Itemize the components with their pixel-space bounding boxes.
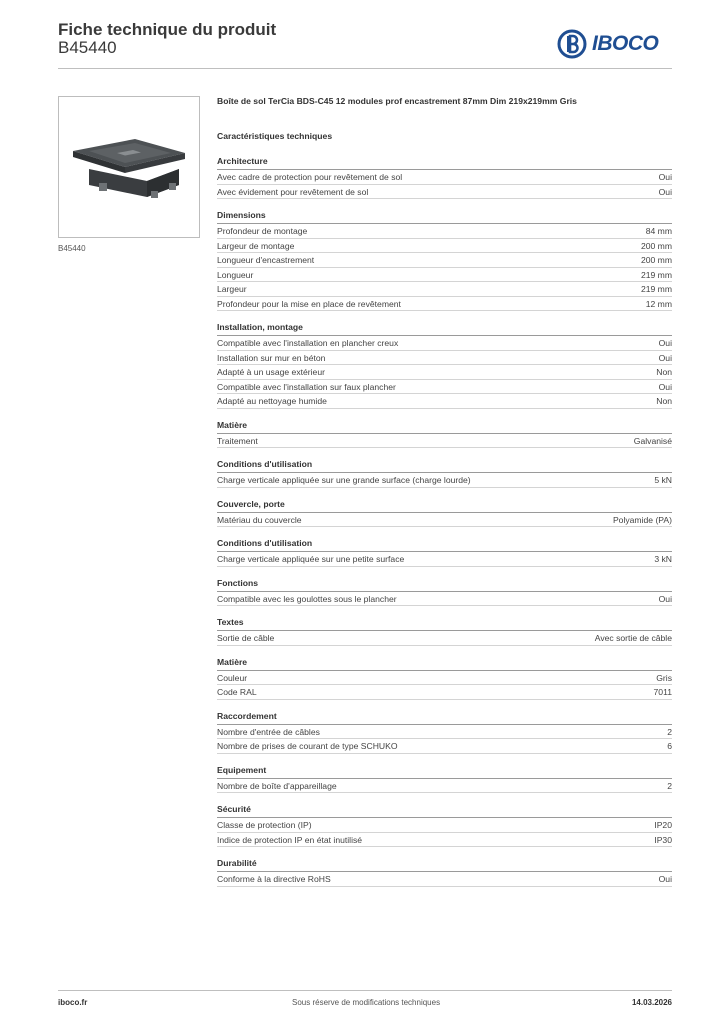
spec-label: Largeur [217,284,247,294]
section-title: Couvercle, porte [217,499,672,513]
spec-value: Avec sortie de câble [594,633,672,643]
section-title: Durabilité [217,858,672,872]
spec-label: Longueur [217,269,254,280]
spec-row [217,224,672,239]
section-title: Equipement [217,765,672,779]
spec-row [217,170,672,185]
spec-label: Largeur de montage [217,240,295,251]
spec-value: Oui [658,593,672,604]
spec-value: 2 [667,780,672,791]
spec-row [217,685,672,700]
spec-value: IP30 [654,834,672,845]
spec-value: 2 [667,726,672,737]
section-title: Dimensions [217,210,672,224]
spec-label: Indice de protection IP en état inutilisé [217,834,363,845]
footer-notice: Sous réserve de modifications techniques [292,998,441,1007]
spec-section [217,459,672,488]
spec-row [217,592,672,607]
spec-row [217,473,672,488]
product-name: Boîte de sol TerCia BDS-C45 12 modules prof encastrement 87mm Dim 219x219mm Gris [217,96,577,106]
section-title: Architecture [217,156,672,170]
spec-row [217,394,672,409]
spec-section [217,538,672,567]
spec-row [217,779,672,794]
spec-section [217,657,672,700]
spec-value: Non [656,367,672,377]
spec-value: Oui [658,874,672,884]
footer-website: iboco.fr [58,998,88,1007]
section-title: Matière [217,420,672,434]
spec-value: Oui [658,338,672,348]
spec-section [217,210,672,311]
spec-label: Compatible avec l'installation en plancher creux [217,338,399,348]
spec-section [217,858,672,887]
spec-content [217,96,672,898]
spec-section [217,711,672,754]
brand-logo [557,28,658,60]
section-title: Raccordement [217,711,672,725]
spec-value: Oui [658,381,672,392]
spec-value: Non [656,396,672,406]
section-title: Conditions d'utilisation [217,459,672,473]
spec-value: 7011 [653,687,672,697]
spec-section [217,617,672,646]
spec-label: Classe de protection (IP) [217,820,312,830]
footer-divider [58,990,672,991]
spec-label: Longueur d'encastrement [217,255,315,265]
spec-value: Oui [658,186,672,197]
page-title: Fiche technique du produit [58,20,277,39]
spec-section [217,420,672,449]
spec-value: 3 kN [654,554,672,564]
spec-row [217,552,672,567]
spec-label: Compatible avec l'installation sur faux plancher [217,381,396,392]
spec-row [217,336,672,351]
spec-row [217,239,672,254]
section-title: Conditions d'utilisation [217,538,672,552]
spec-sections [217,156,672,887]
spec-label: Conforme à la directive RoHS [217,874,331,884]
spec-row [217,671,672,686]
spec-value: Gris [656,672,672,683]
spec-row [217,268,672,283]
spec-value: 5 kN [654,475,672,485]
spec-row [217,631,672,646]
spec-row [217,297,672,312]
spec-value: Oui [658,352,672,363]
spec-label: Adapté à un usage extérieur [217,367,325,377]
spec-section [217,765,672,794]
section-title: Fonctions [217,578,672,592]
section-title: Installation, montage [217,322,672,336]
section-title: Textes [217,617,672,631]
spec-section [217,499,672,528]
spec-label: Avec cadre de protection pour revêtement de sol [217,172,403,182]
spec-row [217,351,672,366]
spec-value: Galvanisé [633,435,672,446]
iboco-logo-icon [557,29,587,59]
spec-label: Charge verticale appliquée sur une petite surface [217,554,405,564]
spec-label: Profondeur pour la mise en place de revêtement [217,298,401,309]
spec-value: 219 mm [640,269,672,280]
spec-section [217,156,672,199]
spec-label: Profondeur de montage [217,226,308,236]
spec-label: Charge verticale appliquée sur une grande surface (charge lourde) [217,475,471,485]
spec-row [217,282,672,297]
spec-label: Nombre de prises de courant de type SCHUKO [217,741,398,751]
spec-value: 200 mm [640,255,672,265]
spec-section [217,578,672,607]
spec-value: 219 mm [640,284,672,294]
spec-row [217,818,672,833]
spec-label: Avec évidement pour revêtement de sol [217,186,369,197]
spec-value: Polyamide (PA) [612,514,672,525]
spec-value: Oui [658,172,672,182]
tech-specs-heading: Caractéristiques techniques [217,131,333,141]
spec-row [217,380,672,395]
spec-row [217,434,672,449]
spec-label: Couleur [217,672,248,683]
brand-name: IBOCO [592,32,659,55]
image-caption: B45440 [58,244,86,253]
spec-section [217,322,672,409]
spec-row [217,833,672,848]
spec-label: Compatible avec les goulottes sous le plancher [217,593,397,604]
section-title: Sécurité [217,804,672,818]
spec-value: 200 mm [640,240,672,251]
spec-value: IP20 [654,820,672,830]
spec-row [217,513,672,528]
header-divider [58,68,672,69]
spec-label: Adapté au nettoyage humide [217,396,327,406]
spec-label: Installation sur mur en béton [217,352,326,363]
spec-section [217,804,672,847]
floor-box-product-photo [59,97,199,237]
section-title: Matière [217,657,672,671]
footer-date: 14.03.2026 [631,998,672,1007]
spec-row [217,872,672,887]
spec-row [217,739,672,754]
spec-label: Sortie de câble [217,633,275,643]
spec-label: Nombre de boîte d'appareillage [217,780,337,791]
spec-label: Traitement [217,435,258,446]
spec-label: Code RAL [217,687,257,697]
spec-row [217,725,672,740]
spec-row [217,253,672,268]
spec-value: 12 mm [645,298,672,309]
spec-value: 84 mm [645,226,672,236]
spec-value: 6 [667,741,672,751]
product-reference: B45440 [58,38,117,57]
spec-label: Nombre d'entrée de câbles [217,726,320,737]
product-image [58,96,200,238]
spec-row [217,365,672,380]
spec-label: Matériau du couvercle [217,514,302,525]
spec-row [217,185,672,200]
